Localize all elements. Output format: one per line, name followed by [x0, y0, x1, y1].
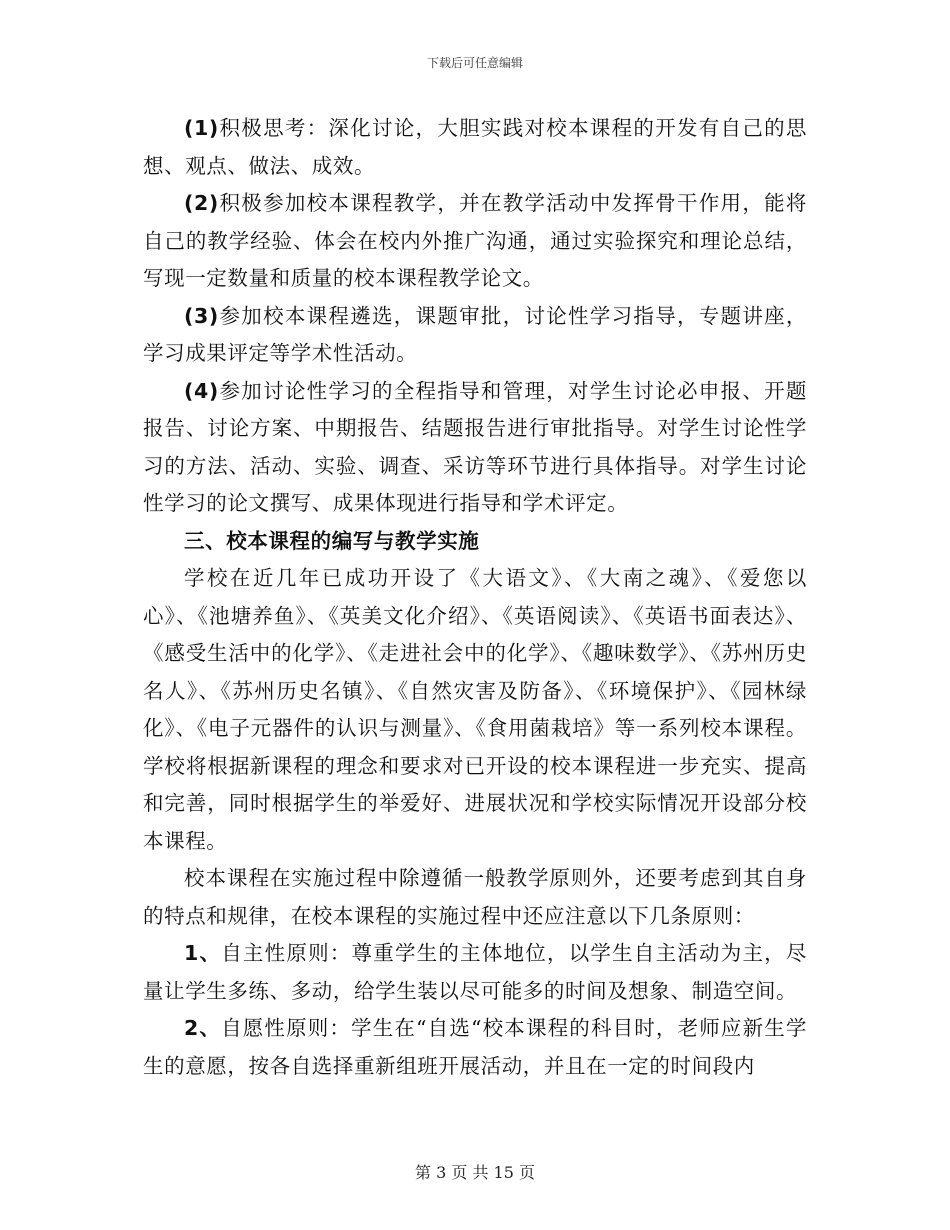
paragraph-1: [143, 110, 807, 185]
item-number: (2): [184, 191, 219, 215]
section-paragraph-3: [143, 935, 807, 1010]
paragraph-text: 积极参加校本课程教学，并在教学活动中发挥骨干作用，能将自己的教学经验、体会在校内外推广沟通，通过实验探究和理论总结，写现一定数量和质量的校本课程教学论文。: [143, 191, 807, 290]
item-number: (1): [184, 116, 219, 140]
paragraph-text: 自主性原则：尊重学生的主体地位，以学生自主活动为主，尽量让学生多练、多动，给学生装以尽可能多的时间及想象、制造空间。: [143, 941, 807, 1003]
paragraph-text: 校本课程在实施过程中除遵循一般教学原则外，还要考虑到其自身的特点和规律，在校本课程的实施过程中还应注意以下几条原则：: [143, 866, 807, 928]
section-paragraph-4: [143, 1010, 807, 1085]
paragraph-text: 参加校本课程遴选，课题审批，讨论性学习指导，专题讲座，学习成果评定等学术性活动。: [143, 303, 807, 365]
section-heading: 三、校本课程的编写与教学实施: [184, 528, 480, 553]
paragraph-text: 积极思考：深化讨论，大胆实践对校本课程的开发有自己的思想、观点、做法、成效。: [143, 116, 807, 178]
paragraph-3: [143, 298, 807, 373]
item-number: 1、: [184, 941, 222, 965]
page-number: 第 3 页 共 15 页: [415, 1163, 535, 1182]
section-paragraph-1: [143, 560, 807, 860]
page-header-note: 下载后可任意编辑: [426, 56, 523, 70]
paragraph-text: 自愿性原则：学生在“自选“校本课程的科目时，老师应新生学生的意愿，按各自选择重新组班开展活动，并且在一定的时间段内: [143, 1016, 807, 1078]
paragraph-2: [143, 185, 807, 298]
item-number: 2、: [184, 1016, 222, 1040]
item-number: (3): [184, 303, 219, 328]
item-number: (4): [184, 378, 219, 403]
section-paragraph-2: [143, 860, 807, 935]
paragraph-text: 参加讨论性学习的全程指导和管理，对学生讨论必申报、开题报告、讨论方案、中期报告、结题报告进行审批指导。对学生讨论性学习的方法、活动、实验、调查、采访等环节进行具体指导。对学生讨论性学习的论文撰写、成果体现进行指导和学术评定。: [143, 378, 807, 515]
paragraph-text: 学校在近几年已成功开设了《大语文》、《大南之魂》、《爱您以心》、《池塘养鱼》、《英美文化介绍》、《英语阅读》、《英语书面表达》、《感受生活中的化学》、《走进社会中的化学》、《趣味数学》、《苏州历史名人》、《苏州历史名镇》、《自然灾害及防备》、《环境保护》、《园林绿化》、《电子元器件的认识与测量》、《食用菌栽培》等一系列校本课程。学校将根据新课程的理念和要求对已开设的校本课程进一步充实、提高和完善，同时根据学生的举爱好、进展状况和学校实际情况开设部分校本课程。: [143, 566, 807, 853]
paragraph-4: [143, 373, 807, 523]
document-body: [143, 110, 807, 1085]
